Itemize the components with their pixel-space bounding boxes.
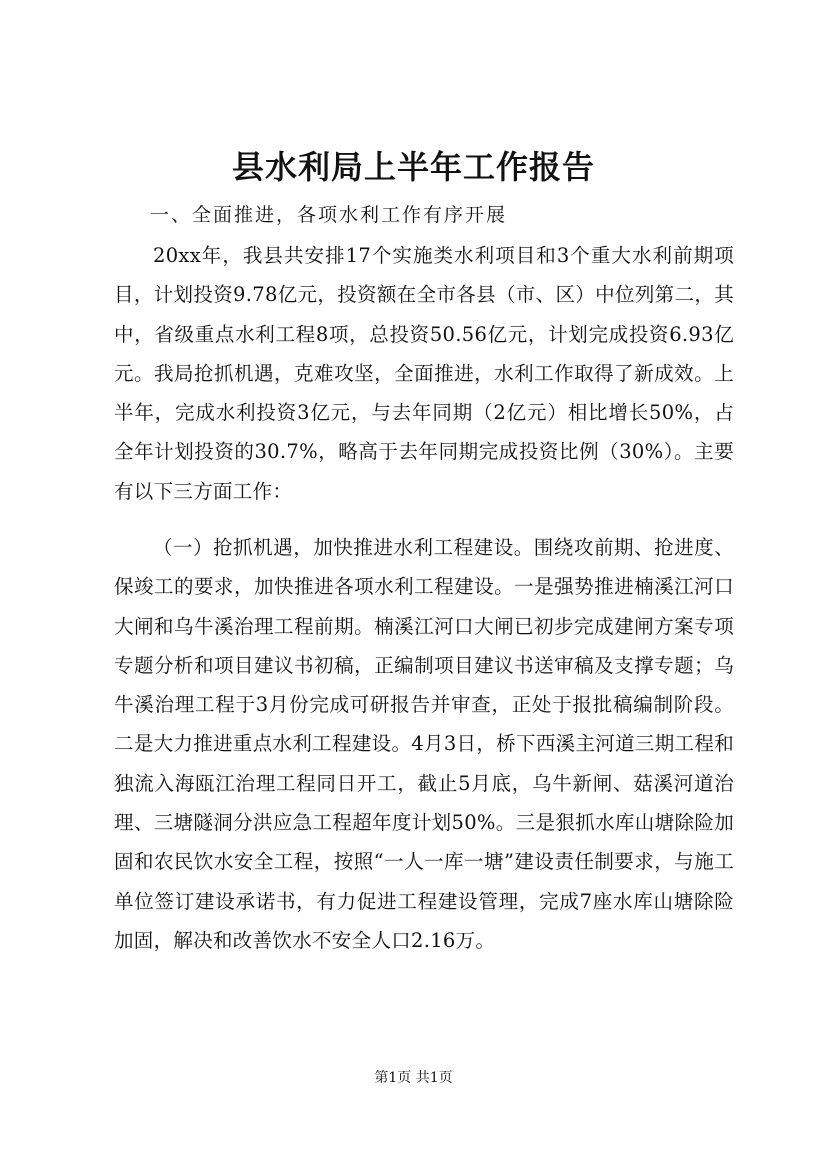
body-paragraph: 20xx年，我县共安排17个实施类水利项目和3个重大水利前期项目，计划投资9.78亿元，投资额在全市各县（市、区）中位列第二，其中，省级重点水利工程8项，总投资50.56亿元，计划完成投资6.93亿元。我局抢抓机遇，克难攻坚，全面推进，水利工作取得了新成效。上半年，完成水利投资3亿元，与去年同期（2亿元）相比增长50%，占全年计划投资的30.7%，略高于去年同期完成投资比例（30%）。主要有以下三方面工作： [114, 244, 734, 503]
paragraph-1-block [114, 236, 734, 511]
section-heading: 一、全面推进，各项水利工作有序开展 [150, 204, 508, 226]
paragraph-2-block [114, 528, 734, 960]
page-number-footer: 第1页 共1页 [374, 1070, 453, 1086]
body-paragraph: （一）抢抓机遇，加快推进水利工程建设。围绕攻前期、抢进度、保竣工的要求，加快推进各项水利工程建设。一是强势推进楠溪江河口大闸和乌牛溪治理工程前期。楠溪江河口大闸已初步完成建闸方案专项专题分析和项目建议书初稿，正编制项目建议书送审稿及支撑专题；乌牛溪治理工程于3月份完成可研报告并审查，正处于报批稿编制阶段。二是大力推进重点水利工程建设。4月3日，桥下西溪主河道三期工程和独流入海瓯江治理工程同日开工，截止5月底，乌牛新闸、菇溪河道治理、三塘隧洞分洪应急工程超年度计划50%。三是狠抓水库山塘除险加固和农民饮水安全工程，按照“一人一库一塘”建设责任制要求，与施工单位签订建设承诺书，有力促进工程建设管理，完成7座水库山塘除险加固，解决和改善饮水不安全人口2.16万。 [114, 536, 734, 952]
document-title: 县水利局上半年工作报告 [231, 148, 595, 186]
